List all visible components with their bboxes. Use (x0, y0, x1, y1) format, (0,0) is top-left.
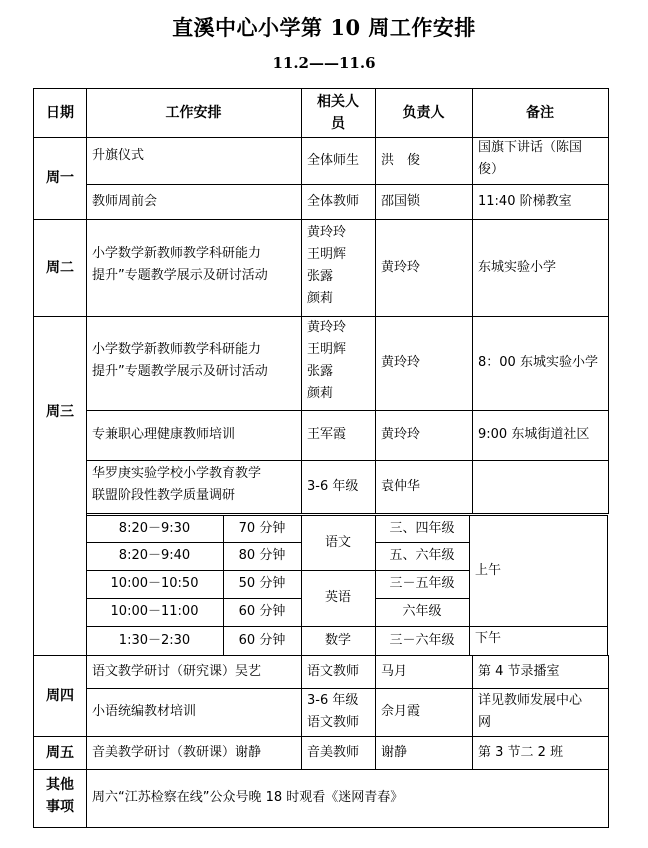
day-other-line1: 其他 (46, 777, 74, 793)
thu2-work: 小语统编教材培训 (92, 704, 197, 719)
exam-time-2: 8:20－9:40 (118, 548, 191, 563)
thu2-people-line2: 语文教师 (307, 715, 360, 730)
fri1-people: 音美教师 (307, 744, 360, 760)
grid-line (86, 410, 609, 411)
header-owner: 负责人 (402, 105, 445, 121)
grid-line (86, 88, 87, 828)
tue1-people (301, 219, 375, 316)
mon2-notes: 11:40 阶梯教室 (478, 193, 572, 209)
exam-grade-2: 五、六年级 (389, 548, 455, 563)
grid-line (301, 88, 302, 514)
grid-line (301, 655, 302, 770)
header-people-line2: 员 (331, 116, 345, 132)
thu1-people: 语文教师 (307, 663, 360, 679)
grid-line (301, 515, 302, 656)
mon1-owner: 洪 俊 (381, 152, 421, 168)
grid-line (33, 316, 609, 317)
wed3-work (86, 460, 301, 513)
tue1-owner: 黄玲玲 (381, 259, 421, 275)
exam-duration-5: 60 分钟 (238, 632, 286, 648)
wed2-people: 王军霞 (307, 427, 347, 442)
exam-subject-math: 数学 (324, 632, 351, 648)
tue1-notes: 东城实验小学 (478, 259, 557, 275)
header-people (301, 89, 375, 137)
date-range: 11.2——11.6 (272, 54, 376, 72)
grid-line (86, 513, 609, 514)
grid-line (86, 184, 609, 185)
exam-time-5: 1:30－2:30 (118, 632, 191, 648)
thu2-notes-line2: 网 (478, 715, 492, 730)
thu2-notes (472, 688, 608, 736)
grid-line (33, 655, 609, 656)
wed1-work-line1: 小学数学新教师教学科研能力 (92, 342, 262, 357)
exam-morning: 上午 (475, 562, 502, 578)
table-border (33, 827, 609, 828)
wed3-people: 3-6 年级 (307, 478, 359, 494)
mon1-notes-line1: 国旗下讲话（陈国 (478, 140, 583, 155)
grid-line (472, 655, 473, 770)
thu1-work: 语文教学研讨（研究课）吴艺 (92, 663, 262, 679)
other-items: 周六“江苏检察在线”公众号晚 18 时观看《迷网青春》 (92, 790, 404, 805)
wed1-people (301, 316, 375, 410)
grid-line (375, 598, 469, 599)
tue1-person-1: 黄玲玲 (307, 225, 347, 240)
grid-line (86, 598, 301, 599)
tue1-work-line2: 提升”专题教学展示及研讨活动 (92, 268, 268, 283)
exam-time-1: 8:20－9:30 (118, 520, 191, 536)
wed1-work-line2: 提升”专题教学展示及研讨活动 (92, 364, 268, 379)
table-border (608, 655, 609, 828)
grid-line (86, 626, 608, 627)
thu2-owner: 佘月霞 (381, 704, 421, 719)
exam-subject-english: 英语 (324, 590, 351, 605)
exam-time-4: 10:00－11:00 (110, 604, 199, 619)
grid-line (33, 137, 609, 138)
grid-line (86, 515, 608, 516)
grid-line (469, 515, 470, 656)
wed1-owner: 黄玲玲 (381, 355, 421, 370)
wed1-notes: 8：00 东城实验小学 (478, 355, 598, 370)
exam-time-3: 10:00－10:50 (110, 576, 199, 591)
thu1-notes: 第 4 节录播室 (478, 663, 560, 679)
thu1-owner: 马月 (381, 663, 408, 679)
day-other-line2: 事项 (46, 799, 74, 815)
tue1-work-line1: 小学数学新教师教学科研能力 (92, 246, 262, 261)
exam-afternoon: 下午 (475, 631, 502, 646)
grid-line (375, 88, 376, 514)
day-tuesday: 周二 (46, 259, 74, 276)
table-border (608, 88, 609, 514)
exam-grade-3: 三－五年级 (389, 576, 455, 591)
wed2-owner: 黄玲玲 (381, 427, 421, 442)
header-date: 日期 (46, 105, 74, 121)
exam-grade-1: 三、四年级 (389, 520, 455, 536)
grid-line (375, 515, 376, 656)
wed3-owner: 袁仲华 (381, 478, 421, 494)
wed2-notes: 9:00 东城街道社区 (478, 427, 590, 442)
day-other (34, 769, 86, 827)
table-border (607, 515, 608, 656)
exam-duration-3: 50 分钟 (238, 576, 286, 591)
grid-line (86, 688, 609, 689)
day-monday: 周一 (46, 170, 74, 186)
exam-duration-2: 80 分钟 (238, 548, 286, 563)
mon1-work: 升旗仪式 (92, 148, 145, 163)
table-border (33, 88, 34, 828)
wed1-person-1: 黄玲玲 (307, 320, 347, 335)
thu2-people-line1: 3-6 年级 (307, 693, 359, 708)
header-work: 工作安排 (165, 105, 222, 121)
mon1-people: 全体师生 (307, 152, 360, 168)
mon2-people: 全体教师 (307, 193, 360, 209)
grid-line (33, 769, 609, 770)
wed2-work: 专兼职心理健康教师培训 (92, 427, 236, 442)
exam-duration-4: 60 分钟 (238, 604, 286, 619)
tue1-person-2: 王明辉 (307, 247, 347, 262)
fri1-owner: 谢静 (381, 744, 408, 760)
grid-line (86, 542, 301, 543)
mon1-notes (472, 137, 608, 184)
tue1-work (86, 219, 301, 316)
thu2-people (301, 688, 375, 736)
mon1-notes-line2: 俊） (478, 162, 505, 177)
wed1-work (86, 316, 301, 410)
tue1-person-4: 颜莉 (307, 291, 334, 306)
grid-line (86, 460, 609, 461)
fri1-work: 音美教学研讨（教研课）谢静 (92, 744, 262, 760)
exam-grade-5: 三－六年级 (389, 632, 455, 648)
wed1-person-3: 张露 (307, 364, 334, 379)
grid-line (472, 88, 473, 514)
fri1-notes: 第 3 节二 2 班 (478, 744, 564, 760)
page-title: 直溪中心小学第 10 周工作安排 (172, 15, 476, 40)
grid-line (86, 570, 469, 571)
table-border (33, 88, 609, 89)
exam-grade-4: 六年级 (402, 604, 442, 619)
wed3-work-line1: 华罗庚实验学校小学教育教学 (92, 466, 262, 481)
day-friday: 周五 (46, 744, 74, 761)
thu2-notes-line1: 详见教师发展中心 (478, 693, 583, 708)
grid-line (223, 515, 224, 656)
header-people-line1: 相关人 (317, 94, 359, 110)
grid-line (375, 542, 469, 543)
header-notes: 备注 (526, 105, 554, 121)
grid-line (33, 219, 609, 220)
day-thursday: 周四 (46, 687, 74, 704)
wed1-person-2: 王明辉 (307, 342, 347, 357)
exam-duration-1: 70 分钟 (238, 520, 286, 536)
tue1-person-3: 张露 (307, 269, 334, 284)
wed3-work-line2: 联盟阶段性教学质量调研 (92, 488, 236, 503)
day-wednesday: 周三 (46, 404, 74, 420)
mon2-work: 教师周前会 (92, 193, 158, 209)
wed1-person-4: 颜莉 (307, 386, 334, 401)
mon2-owner: 邵国锁 (381, 193, 421, 209)
grid-line (375, 655, 376, 770)
grid-line (33, 736, 609, 737)
exam-subject-chinese: 语文 (324, 534, 351, 550)
